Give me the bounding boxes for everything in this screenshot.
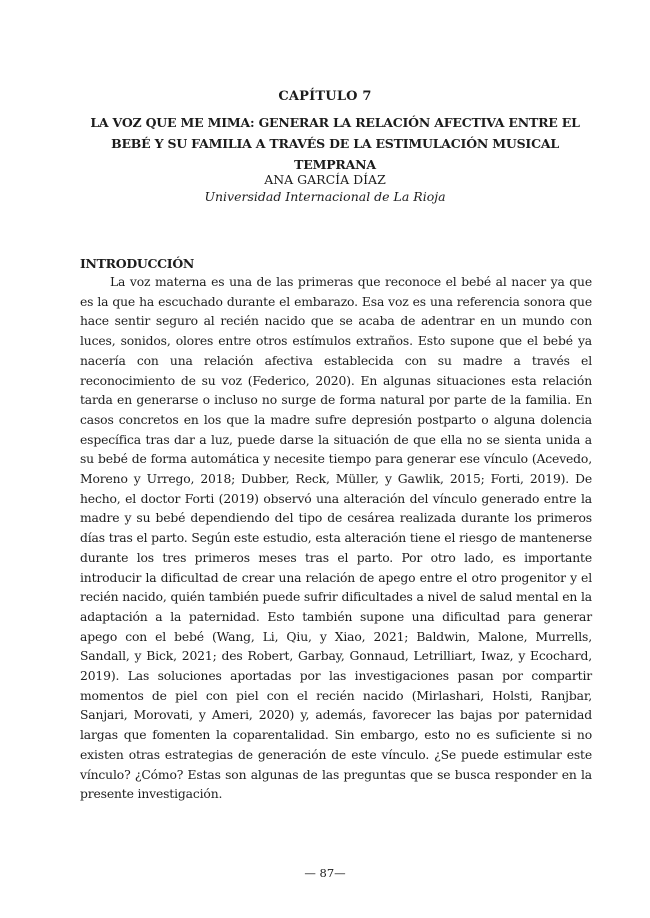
- section-heading: INTRODUCCIÓN: [80, 256, 195, 271]
- chapter-label: CAPÍTULO 7: [278, 89, 372, 104]
- chapter-title: LA VOZ QUE ME MIMA: GENERAR LA RELACIÓN AFECTIVA ENTRE EL BEBÉ Y SU FAMILIA A TRAVÉS DE LA ESTIMULACIÓN MUSICAL TEMPRANA: [90, 115, 580, 172]
- page-number: — 87—: [304, 866, 346, 880]
- author-affiliation: Universidad Internacional de La Rioja: [204, 189, 446, 204]
- author-name: ANA GARCÍA DÍAZ: [264, 172, 386, 187]
- body-paragraph: La voz materna es una de las primeras que reconoce el bebé al nacer ya que es la que ha escuchado durante el embarazo. Esa voz es una referencia sonora que hace sentir seguro al recién nacido que se acaba de adentrar en un mundo con luces, sonidos, olores entre otros estímulos extraños. Esto supone que el bebé ya nacería con una relación afectiva establecida con su madre a través el reconocimiento de su voz (Federico, 2020). En algunas situaciones esta relación tarda en generarse o incluso no surge de forma natural por parte de la familia. En casos concretos en los que la madre sufre depresión postparto o alguna dolencia específica tras dar a luz, puede darse la situación de que ella no se sienta unida a su bebé de forma automática y necesite tiempo para generar ese vínculo (Acevedo, Moreno y Urrego, 2018; Dubber, Reck, Müller, y Gawlik, 2015; Forti, 2019). De hecho, el doctor Forti (2019) observó una alteración del vínculo generado entre la madre y su bebé dependiendo del tipo de cesárea realizada durante los primeros días tras el parto. Según este estudio, esta alteración tiene el riesgo de mantenerse durante los tres primeros meses tras el parto. Por otro lado, es importante introducir la dificultad de crear una relación de apego entre el otro progenitor y el recién nacido, quién también puede sufrir dificultades a nivel de salud mental en la adaptación a la paternidad. Esto también supone una dificultad para generar apego con el bebé (Wang, Li, Qiu, y Xiao, 2021; Baldwin, Malone, Murrells, Sandall, y Bick, 2021; des Robert, Garbay, Gonnaud, Letrilliart, Iwaz, y Ecochard, 2019). Las soluciones aportadas por las investigaciones pasan por compartir momentos de piel con piel con el recién nacido (Mirlashari, Holsti, Ranjbar, Sanjari, Morovati, y Ameri, 2020) y, además, favorecer las bajas por paternidad largas que fomenten la coparentalidad. Sin embargo, esto no es suficiente si no existen otras estrategias de generación de este vínculo. ¿Se puede estimular este vínculo? ¿Cómo? Estas son algunas de las preguntas que se busca responder en la presente investigación.: [80, 275, 592, 802]
